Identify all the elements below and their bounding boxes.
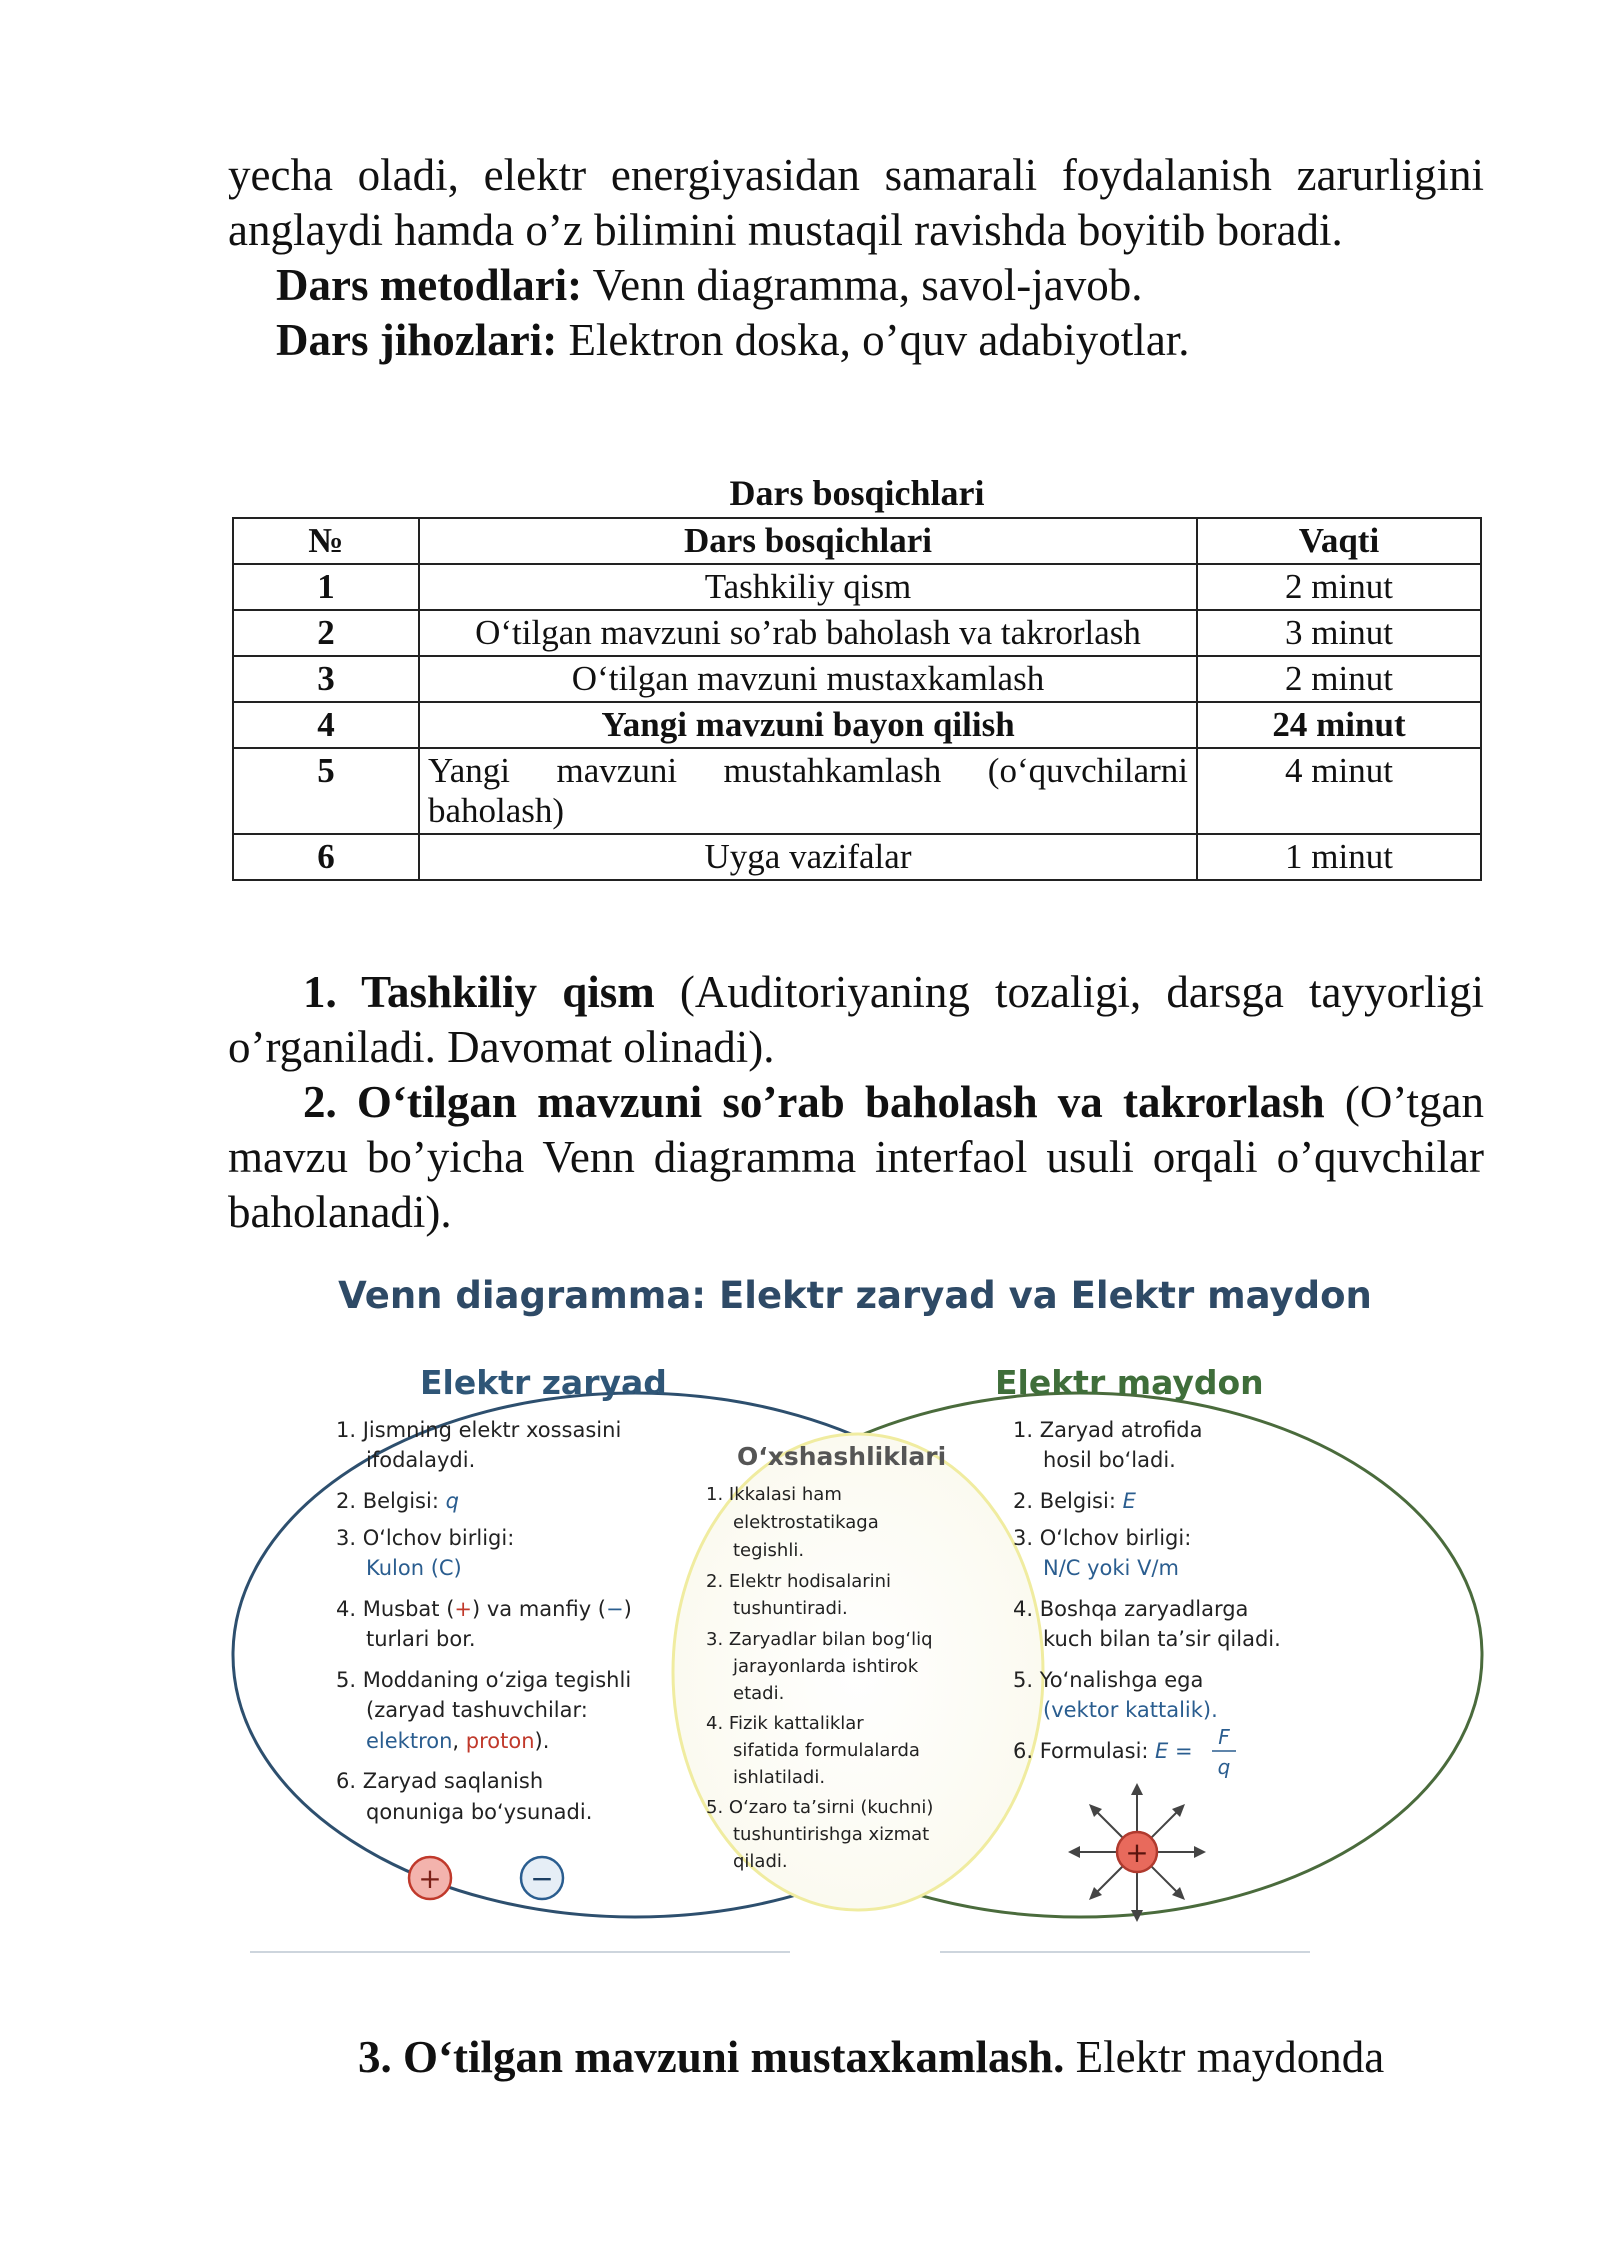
middle-heading: O‘xshashliklari [737,1442,947,1471]
list-item: 3. Zaryadlar bilan bog‘liq [706,1629,933,1650]
list-item: elektron, proton). [366,1729,550,1753]
list-item: jarayonlarda ishtirok [733,1656,919,1677]
list-item: qiladi. [733,1851,788,1872]
list-item: tushuntirishga xizmat [733,1824,930,1845]
section-1-text: (Auditoriyaning tozaligi, darsga tayyorligi o’rganiladi. Davomat olinadi). [228,967,1485,1072]
svg-text:+: + [418,1862,442,1895]
list-item: 2. Belgisi: E [1013,1489,1136,1513]
row-stage: Yangi mavzuni mustahkamlash (o‘quvchilarni baholash) [419,748,1197,834]
row-number: 5 [233,748,419,834]
intro-block [228,148,1484,368]
list-item: N/C yoki V/m [1043,1556,1179,1580]
list-item: 4. Musbat (+) va manfiy (−) [336,1597,632,1621]
section-2-label: 2. O‘tilgan mavzuni so’rab baholash va takrorlash [303,1077,1325,1127]
table-caption: Dars bosqichlari [729,473,985,513]
list-item: tushuntiradi. [733,1598,848,1619]
row-stage: Yangi mavzuni bayon qilish [419,702,1197,748]
table-row [233,564,1481,610]
section-3 [228,2030,1484,2085]
section-1 [228,965,1484,1075]
section-2 [228,1075,1484,1240]
table-row [233,834,1481,880]
list-item: 1. Zaryad atrofida [1013,1418,1203,1442]
list-item: elektrostatikaga [733,1512,879,1533]
row-stage: O‘tilgan mavzuni mustaxkamlash [419,656,1197,702]
row-number: 3 [233,656,419,702]
table-row [233,748,1481,834]
equipment-text: Elektron doska, o’quv adabiyotlar. [557,315,1190,365]
equipment-label: Dars jihozlari: [276,315,558,365]
list-item: 3. O‘lchov birligi: [1013,1526,1192,1550]
list-item: 5. O‘zaro ta’sirni (kuchni) [706,1797,934,1818]
row-number: 4 [233,702,419,748]
lesson-equipment [228,313,1484,368]
list-item: (zaryad tashuvchilar: [366,1698,588,1722]
section-1-label: 1. Tashkiliy qism [303,967,655,1017]
section-3-label: 3. O‘tilgan mavzuni mustaxkamlash. [358,2032,1065,2082]
list-item: kuch bilan ta’sir qiladi. [1043,1627,1281,1651]
list-item: 2. Elektr hodisalarini [706,1571,892,1592]
row-number: 1 [233,564,419,610]
intro-paragraph: yecha oladi, elektr energiyasidan samarali foydalanish zarurligini anglaydi hamda o’z bilimini mustaqil ravishda boyitib boradi. [228,150,1484,255]
table-row [233,702,1481,748]
electric-field-icon [1068,1783,1206,1922]
list-item: ifodalaydi. [366,1448,476,1472]
list-item: (vektor kattalik). [1043,1698,1218,1722]
row-number: 6 [233,834,419,880]
header-number: № [233,518,419,564]
list-item: 1. Jismning elektr xossasini [336,1418,622,1442]
svg-text:−: − [530,1862,554,1895]
list-item: etadi. [733,1683,785,1704]
list-item: turlari bor. [366,1627,476,1651]
table-row [233,656,1481,702]
table-row [233,610,1481,656]
right-heading: Elektr maydon [995,1363,1264,1402]
list-item: qonuniga bo‘ysunadi. [366,1800,593,1824]
list-item: Kulon (C) [366,1556,462,1580]
row-time: 2 minut [1197,564,1481,610]
row-stage: Tashkiliy qism [419,564,1197,610]
methods-label: Dars metodlari: [276,260,583,310]
svg-text:+: + [1125,1836,1149,1869]
row-time: 4 minut [1197,748,1481,834]
venn-title: Venn diagramma: Elektr zaryad va Elektr maydon [338,1274,1372,1317]
list-item: 3. O‘lchov birligi: [336,1526,515,1550]
list-item: sifatida formulalarda [733,1740,920,1761]
methods-text: Venn diagramma, savol-javob. [582,260,1143,310]
row-stage: Uyga vazifalar [419,834,1197,880]
list-item: 5. Yo‘nalishga ega [1013,1668,1204,1692]
sections-block [228,965,1484,1240]
row-time: 3 minut [1197,610,1481,656]
row-number: 2 [233,610,419,656]
row-time: 2 minut [1197,656,1481,702]
list-item: tegishli. [733,1540,805,1561]
list-item: 6. Formulasi: [1013,1739,1149,1763]
list-item: 4. Fizik kattaliklar [706,1713,864,1734]
table-header-row [233,518,1481,564]
section-2-text: (O’tgan mavzu bo’yicha Venn diagramma interfaol usuli orqali o’quvchilar baholanadi). [228,1077,1484,1237]
lesson-methods [228,258,1484,313]
list-item: 6. Zaryad saqlanish [336,1769,544,1793]
positive-charge-icon [409,1857,451,1899]
list-item: ishlatiladi. [733,1767,826,1788]
section-3-text: Elektr maydonda [1064,2032,1385,2082]
list-item: hosil bo‘ladi. [1043,1448,1176,1472]
list-item: 1. Ikkalasi ham [706,1484,842,1505]
section-3-block [228,2030,1484,2085]
negative-charge-icon [521,1857,563,1899]
header-stage: Dars bosqichlari [419,518,1197,564]
row-stage: O‘tilgan mavzuni so’rab baholash va takrorlash [419,610,1197,656]
formula-denominator: q [1217,1755,1231,1779]
header-time: Vaqti [1197,518,1481,564]
venn-diagram-figure [210,1262,1500,1982]
row-time: 1 minut [1197,834,1481,880]
list-item: 5. Moddaning o‘ziga tegishli [336,1668,632,1692]
formula: E = [1155,1739,1193,1763]
row-time: 24 minut [1197,702,1481,748]
left-heading: Elektr zaryad [420,1363,667,1402]
venn-diagram [210,1262,1500,1982]
list-item: 4. Boshqa zaryadlarga [1013,1597,1249,1621]
list-item: 2. Belgisi: q [336,1489,459,1513]
lesson-stages-table [232,517,1482,881]
formula-numerator: F [1218,1725,1230,1749]
